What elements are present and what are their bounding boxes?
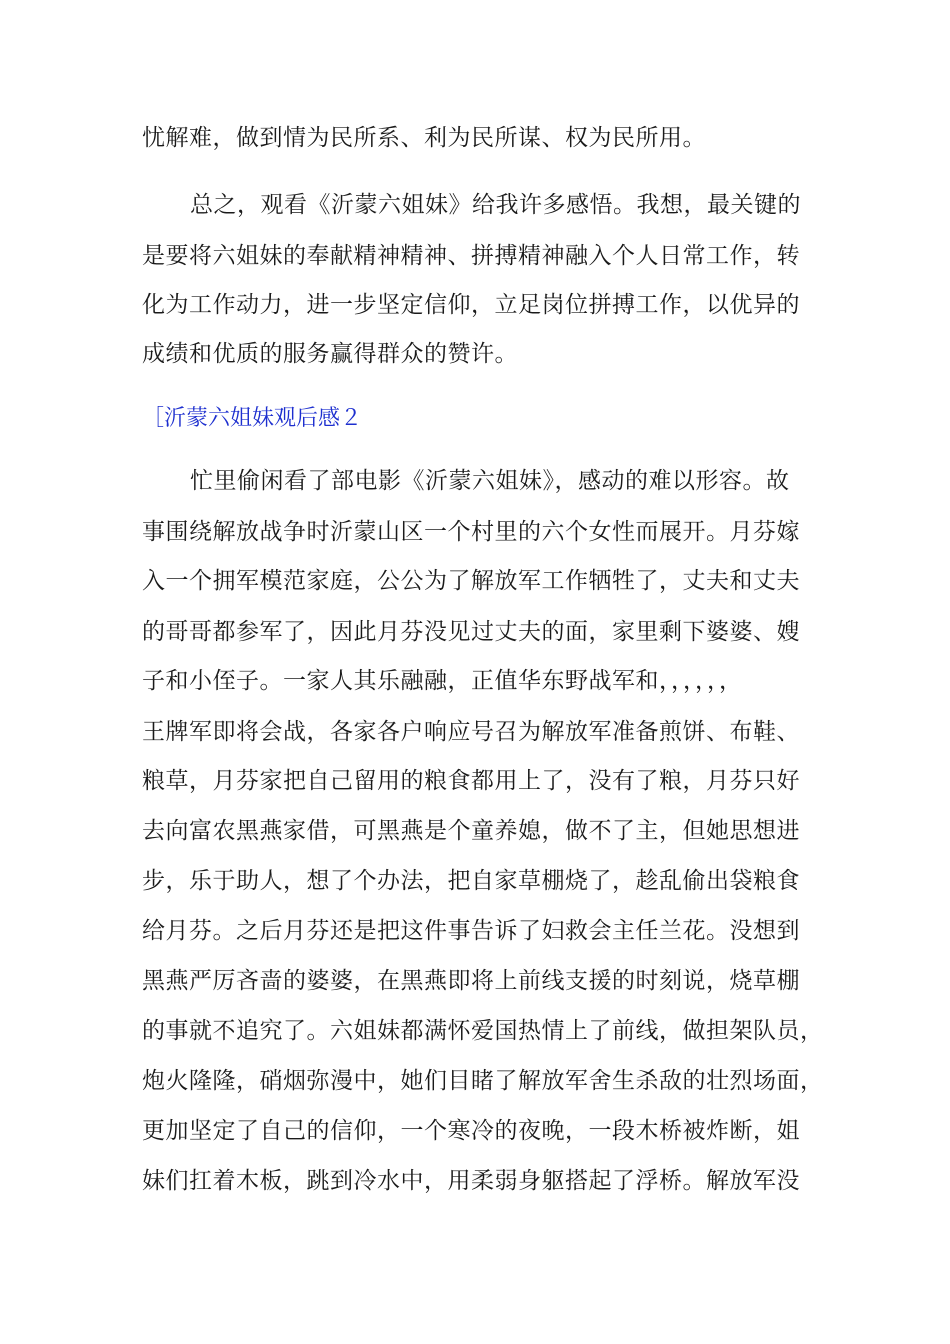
paragraph-line: 忙里偷闲看了部电影《沂蒙六姐妹》，感动的难以形容。故 <box>190 468 790 494</box>
paragraph-line: 王牌军即将会战，各家各户响应号召为解放军准备煎饼、布鞋、 <box>142 719 800 745</box>
paragraph-line: 入一个拥军模范家庭，公公为了解放军工作牺牲了，丈夫和丈夫 <box>142 568 800 594</box>
paragraph-line: 子和小侄子。一家人其乐融融，正值华东野战军和，，，，，， <box>142 668 743 694</box>
paragraph-line: 事围绕解放战争时沂蒙山区一个村里的六个女性而展开。月芬嫁 <box>142 519 800 545</box>
paragraph-line: 化为工作动力，进一步坚定信仰，立足岗位拼搏工作，以优异的 <box>142 292 800 318</box>
paragraph-line: 更加坚定了自己的信仰，一个寒冷的夜晚，一段木桥被炸断，姐 <box>142 1118 800 1144</box>
paragraph-line: 步，乐于助人，想了个办法，把自家草棚烧了，趁乱偷出袋粮食 <box>142 868 800 894</box>
paragraph-line: 总之，观看《沂蒙六姐妹》给我许多感悟。我想，最关键的 <box>190 192 801 218</box>
paragraph-line: 成绩和优质的服务赢得群众的赞许。 <box>142 341 518 367</box>
paragraph-line: 是要将六姐妹的奉献精神精神、拼搏精神融入个人日常工作，转 <box>142 243 800 269</box>
paragraph-line: 给月芬。之后月芬还是把这件事告诉了妇救会主任兰花。没想到 <box>142 918 800 944</box>
paragraph-line: 粮草，月芬家把自己留用的粮食都用上了，没有了粮，月芬只好 <box>142 768 800 794</box>
paragraph-line: 黑燕严厉吝啬的婆婆，在黑燕即将上前线支援的时刻说，烧草棚 <box>142 968 800 994</box>
section-heading: ［沂蒙六姐妹观后感２ <box>142 406 363 431</box>
paragraph-line: 去向富农黑燕家借，可黑燕是个童养媳，做不了主，但她思想进 <box>142 818 800 844</box>
paragraph-line: 忧解难，做到情为民所系、利为民所谋、权为民所用。 <box>142 125 706 151</box>
paragraph-line: 的事就不追究了。六姐妹都满怀爱国热情上了前线，做担架队员， <box>142 1018 824 1044</box>
paragraph-line: 妹们扛着木板，跳到冷水中，用柔弱身躯搭起了浮桥。解放军没 <box>142 1168 800 1194</box>
paragraph-line: 炮火隆隆，硝烟弥漫中，她们目睹了解放军舍生杀敌的壮烈场面， <box>142 1068 824 1094</box>
paragraph-line: 的哥哥都参军了，因此月芬没见过丈夫的面，家里剩下婆婆、嫂 <box>142 619 800 645</box>
